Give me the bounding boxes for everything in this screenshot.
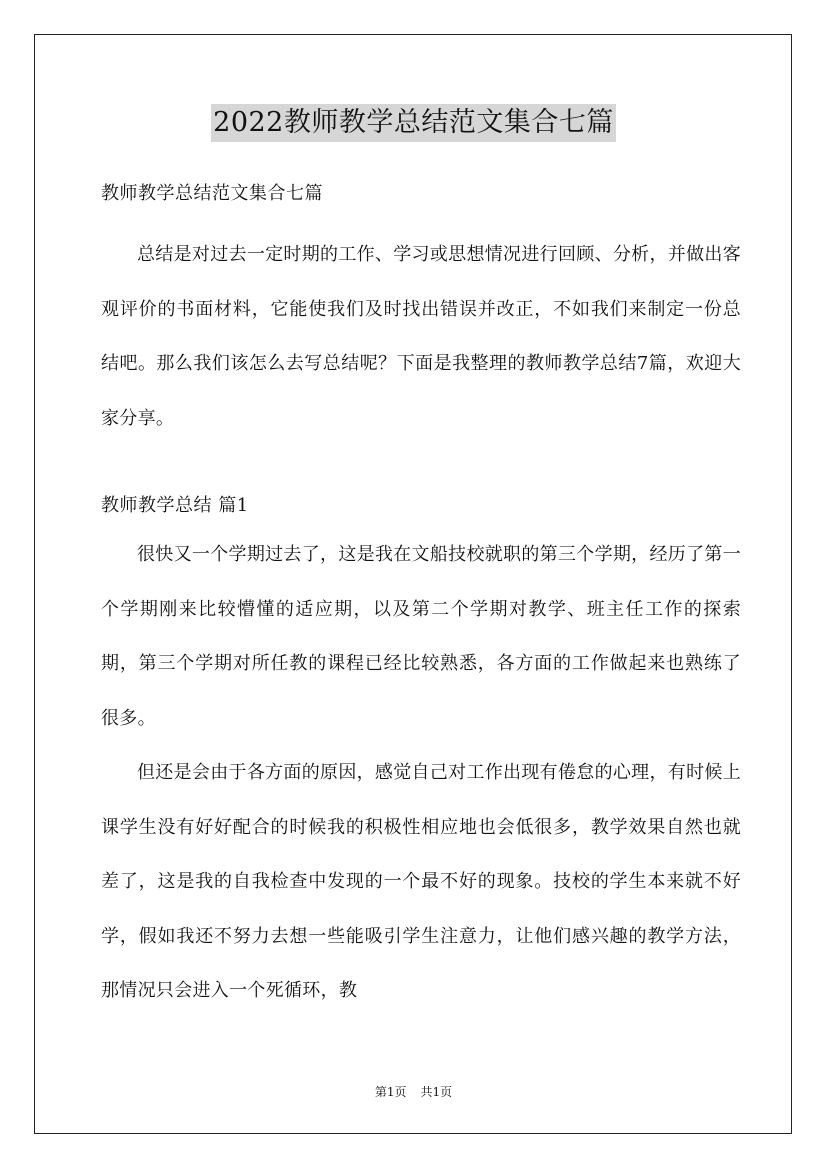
intro-heading: 教师教学总结范文集合七篇 (101, 183, 323, 204)
document-title: 2022教师教学总结范文集合七篇 (211, 104, 616, 142)
section-paragraph-2: 但还是会由于各方面的原因，感觉自己对工作出现有倦怠的心理，有时候上课学生没有好好配合的时候我的积极性相应地也会低很多，教学效果自然也就差了，这是我的自我检查中发现的一个最不好的现象。技校的学生本来就不好学，假如我还不努力去想一些能吸引学生注意力，让他们感兴趣的教学方法，那情况只会进入一个死循环，教 (101, 762, 741, 1001)
section-paragraph-1: 很快又一个学期过去了，这是我在文船技校就职的第三个学期，经历了第一个学期刚来比较懵懂的适应期，以及第二个学期对教学、班主任工作的探索期，第三个学期对所任教的课程已经比较熟悉，各方面的工作做起来也熟练了很多。 (101, 544, 741, 729)
page-total: 共1页 (420, 1085, 453, 1099)
section-heading: 教师教学总结 篇1 (101, 495, 249, 516)
title-container (0, 104, 827, 142)
intro-paragraph: 总结是对过去一定时期的工作、学习或思想情况进行回顾、分析，并做出客观评价的书面材料，它能使我们及时找出错误并改正，不如我们来制定一份总结吧。那么我们该怎么去写总结呢？下面是我整理的教师教学总结7篇，欢迎大家分享。 (101, 244, 741, 429)
spacer (101, 446, 741, 486)
page-number: 第1页 (374, 1085, 407, 1099)
spacer (101, 214, 741, 228)
document-body (101, 174, 741, 1019)
page-footer (0, 1084, 827, 1100)
